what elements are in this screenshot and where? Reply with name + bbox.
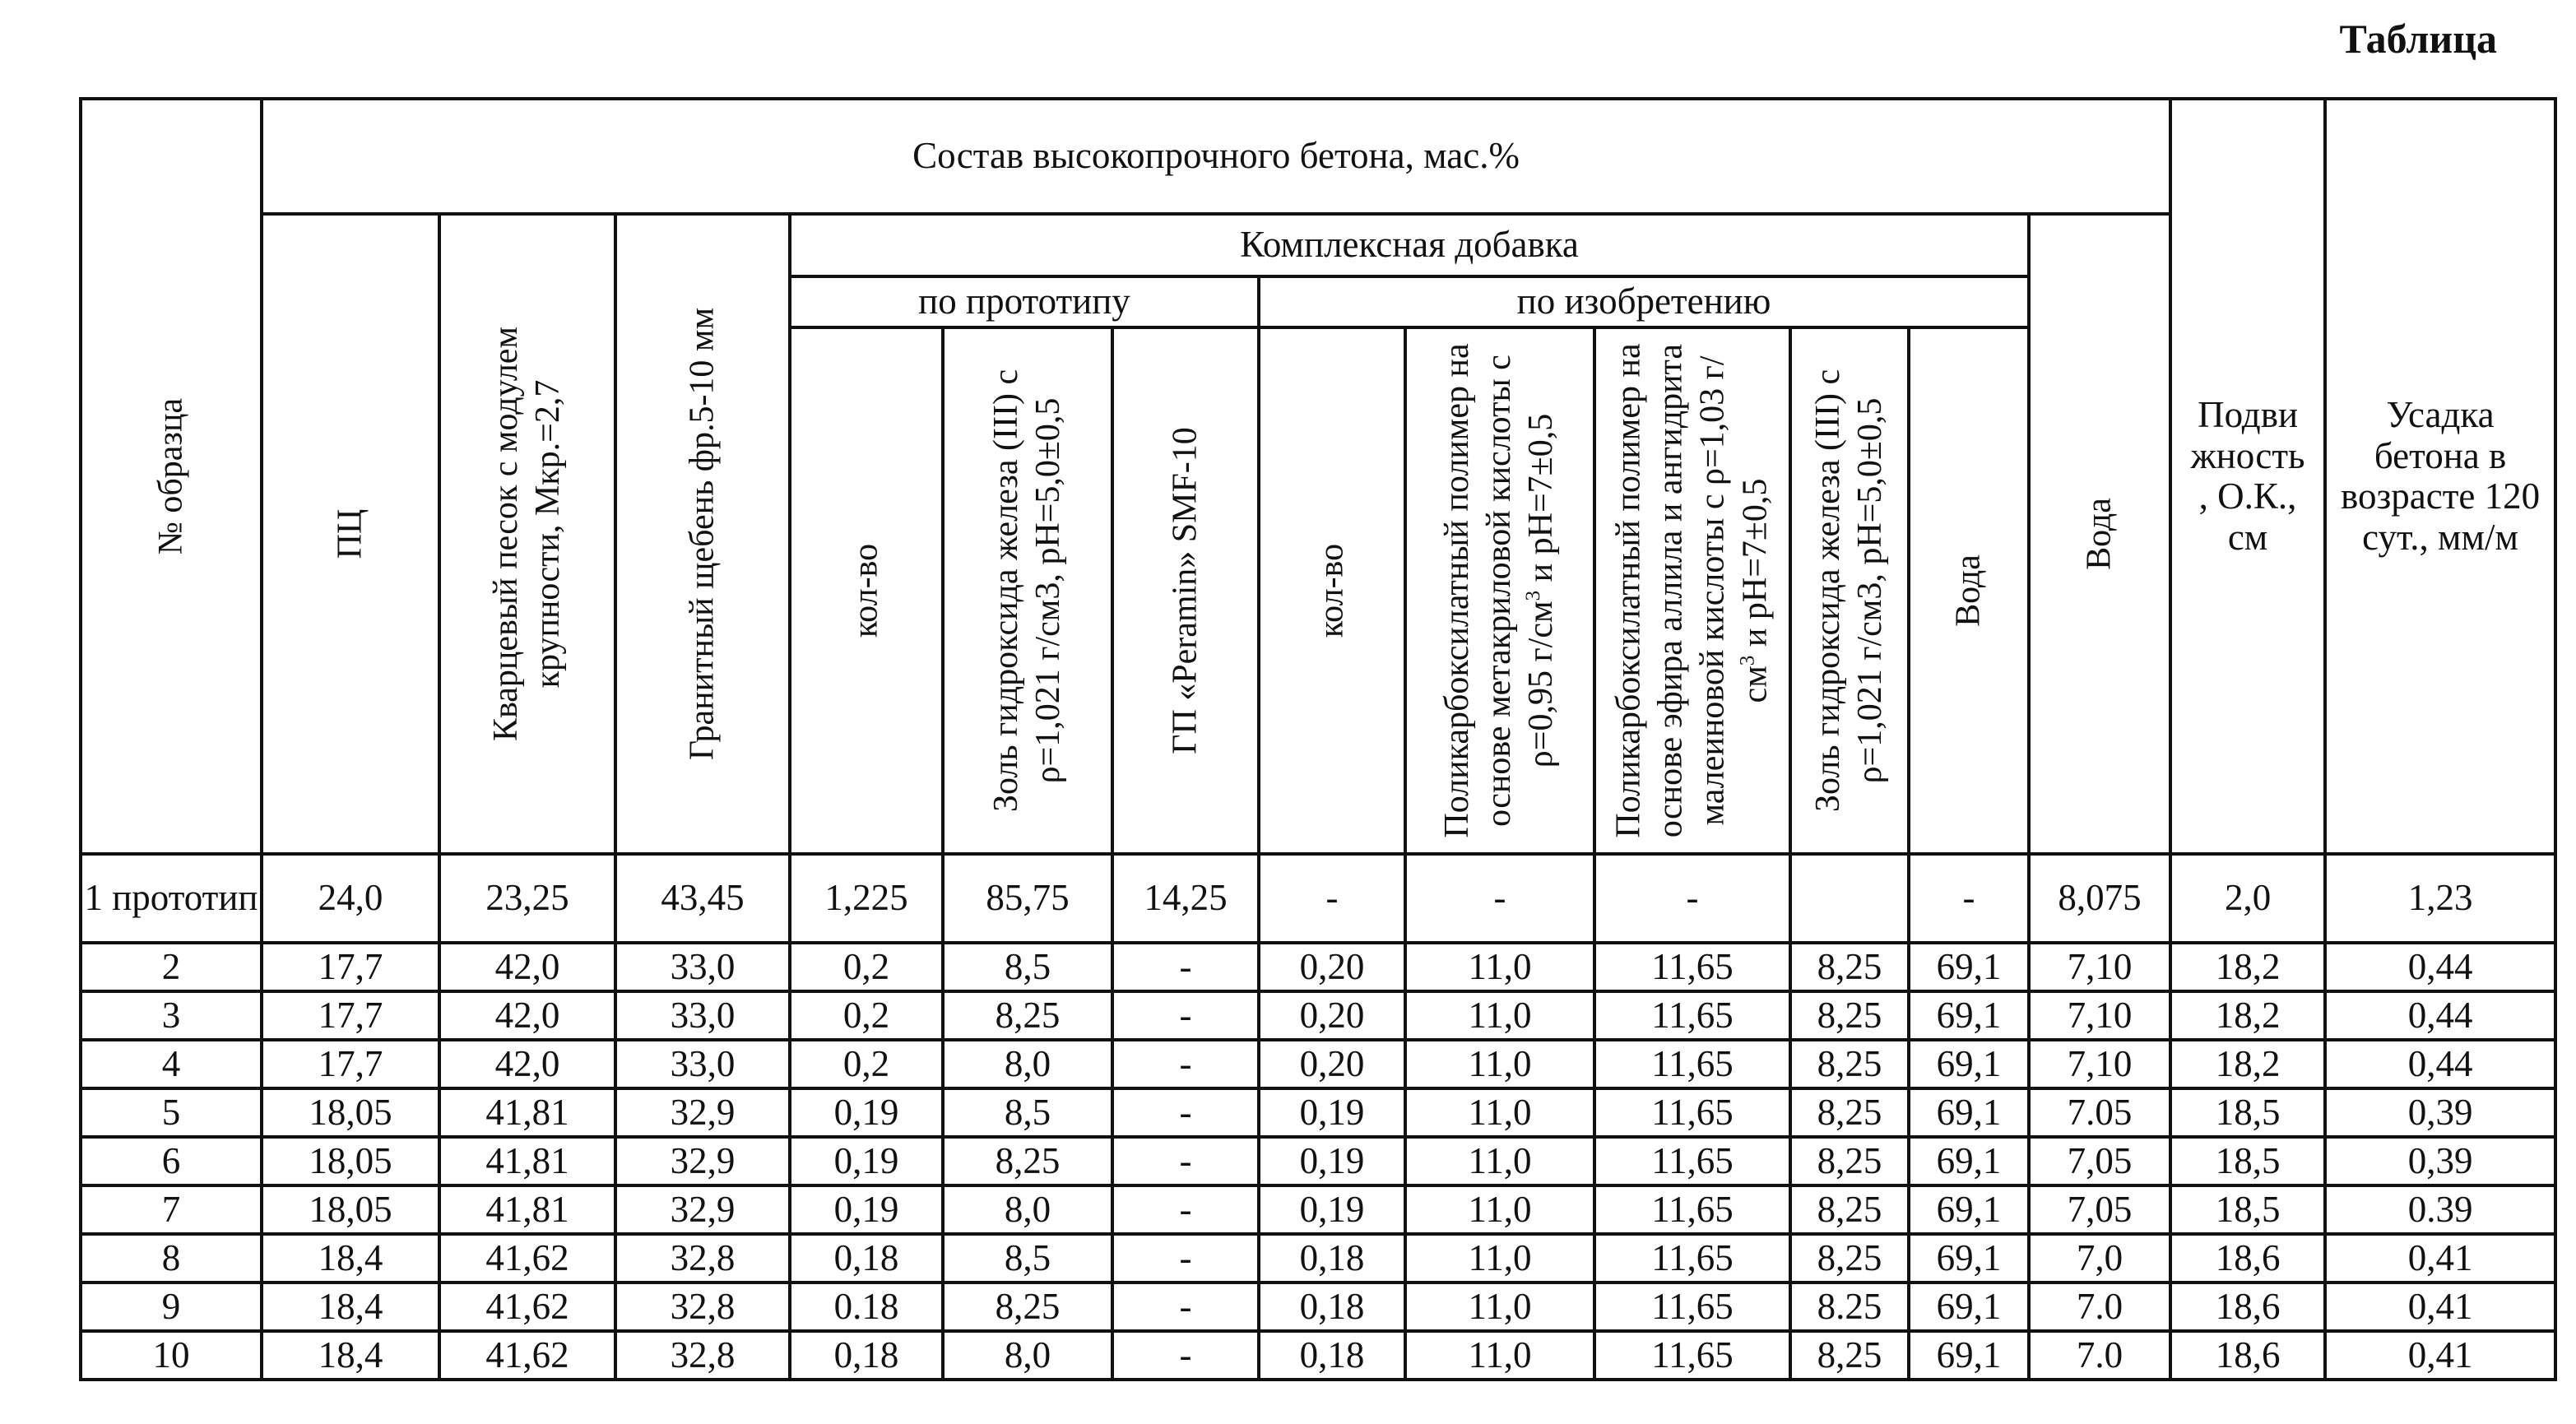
table-cell: 69,1 <box>1909 1137 2029 1185</box>
table-cell: 18,05 <box>262 1137 439 1185</box>
table-cell: 8,25 <box>1790 1040 1909 1088</box>
table-cell: 17,7 <box>262 1040 439 1088</box>
table-cell: 69,1 <box>1909 991 2029 1040</box>
table-cell: - <box>1112 1088 1259 1137</box>
table-cell: 0,2 <box>790 1040 943 1088</box>
table-cell: 42,0 <box>439 1040 615 1088</box>
row-label: 2 <box>81 943 262 991</box>
composition-table <box>79 97 2557 1381</box>
row-label: 4 <box>81 1040 262 1088</box>
table-cell: 11,0 <box>1405 1088 1594 1137</box>
table-cell: 18,4 <box>262 1283 439 1331</box>
table-cell: 0.39 <box>2325 1185 2555 1234</box>
row-label: 8 <box>81 1234 262 1283</box>
table-cell: 0,19 <box>790 1185 943 1234</box>
header-inv-sol: Золь гидроксида железа (III) с ρ=1,021 г/см3, рН=5,0±0,5 <box>1790 327 1909 854</box>
table-row <box>81 1283 2555 1331</box>
row-label: 5 <box>81 1088 262 1137</box>
table-row <box>81 1088 2555 1137</box>
table-cell: 18,6 <box>2170 1234 2325 1283</box>
table-cell: - <box>1112 1185 1259 1234</box>
table-cell: 32,8 <box>615 1234 790 1283</box>
header-inv-poly1: Поликарбоксилатный полимер на основе метакриловой кислоты с ρ=0,95 $г/см^3$ и рН=7±0,5 <box>1405 327 1594 854</box>
table-cell: 8,25 <box>1790 1331 1909 1380</box>
table-cell: - <box>1259 854 1405 943</box>
table-cell: 17,7 <box>262 991 439 1040</box>
table-row <box>81 991 2555 1040</box>
header-complex-additive: Комплексная добавка <box>790 214 2029 276</box>
table-cell: 8,25 <box>1790 943 1909 991</box>
table-cell: 18,05 <box>262 1185 439 1234</box>
table-cell: 7,0 <box>2029 1234 2170 1283</box>
table-cell: - <box>1112 1137 1259 1185</box>
table-cell: 41,81 <box>439 1137 615 1185</box>
table-cell: 18,2 <box>2170 1040 2325 1088</box>
table-cell: - <box>1112 943 1259 991</box>
table-cell: 0,41 <box>2325 1283 2555 1331</box>
table-cell: 1,225 <box>790 854 943 943</box>
table-cell: 41,62 <box>439 1234 615 1283</box>
table-cell: 14,25 <box>1112 854 1259 943</box>
table-cell: 41,62 <box>439 1331 615 1380</box>
table-cell: 11,65 <box>1594 1331 1790 1380</box>
table-cell: 7.05 <box>2029 1088 2170 1137</box>
table-cell: 7,10 <box>2029 1040 2170 1088</box>
table-caption: Таблица <box>2339 16 2497 62</box>
table-cell: 69,1 <box>1909 1185 2029 1234</box>
table-cell: 85,75 <box>943 854 1112 943</box>
header-inv-poly2: Поликарбоксилатный полимер на основе эфира аллила и ангидрита малеиновой кислоты с ρ=1,03 $г/см^3$ и рН=7±0,5 <box>1594 327 1790 854</box>
table-cell: 41,81 <box>439 1185 615 1234</box>
table-cell: 0,44 <box>2325 991 2555 1040</box>
table-cell: 11,65 <box>1594 1137 1790 1185</box>
table-cell: 69,1 <box>1909 1331 2029 1380</box>
table-cell: 11,65 <box>1594 991 1790 1040</box>
table-row <box>81 943 2555 991</box>
table-cell: 11,0 <box>1405 1331 1594 1380</box>
header-water: Вода <box>2029 214 2170 854</box>
table-cell: 0,44 <box>2325 1040 2555 1088</box>
row-label: 3 <box>81 991 262 1040</box>
table-cell: 0,19 <box>790 1137 943 1185</box>
table-cell: 23,25 <box>439 854 615 943</box>
table-cell: 0,41 <box>2325 1234 2555 1283</box>
table-cell: 0,39 <box>2325 1088 2555 1137</box>
header-prototype: по прототипу <box>790 276 1259 327</box>
table-cell: - <box>1405 854 1594 943</box>
header-inv-water: Вода <box>1909 327 2029 854</box>
table-cell: 7,10 <box>2029 943 2170 991</box>
header-pc: ПЦ <box>262 214 439 854</box>
table-cell: 0,44 <box>2325 943 2555 991</box>
table-cell: 7.0 <box>2029 1283 2170 1331</box>
table-cell: 33,0 <box>615 991 790 1040</box>
table-cell: 0,20 <box>1259 1040 1405 1088</box>
table-cell: 18,2 <box>2170 943 2325 991</box>
table-cell: 33,0 <box>615 1040 790 1088</box>
table-cell: 11,65 <box>1594 943 1790 991</box>
table-cell: 18,5 <box>2170 1088 2325 1137</box>
table-cell: 8,0 <box>943 1331 1112 1380</box>
table-cell: 11,65 <box>1594 1283 1790 1331</box>
table-cell: 0,39 <box>2325 1137 2555 1185</box>
table-row <box>81 1234 2555 1283</box>
table-cell: 7.0 <box>2029 1331 2170 1380</box>
table-cell: 0,2 <box>790 943 943 991</box>
table-cell: 32,8 <box>615 1331 790 1380</box>
table-cell: 0,19 <box>1259 1185 1405 1234</box>
row-label: 1 прототип <box>81 854 262 943</box>
table-cell: 18,5 <box>2170 1137 2325 1185</box>
table-cell: 11,0 <box>1405 991 1594 1040</box>
table-cell: - <box>1112 991 1259 1040</box>
table-cell: 8,075 <box>2029 854 2170 943</box>
table-cell: 18,6 <box>2170 1331 2325 1380</box>
table-cell: 0,18 <box>790 1234 943 1283</box>
table-cell: 11,0 <box>1405 1185 1594 1234</box>
table-cell: 18,05 <box>262 1088 439 1137</box>
table-cell: 8,5 <box>943 943 1112 991</box>
table-cell: 42,0 <box>439 943 615 991</box>
header-gravel: Гранитный щебень фр.5-10 мм <box>615 214 790 854</box>
table-cell: 11,65 <box>1594 1088 1790 1137</box>
header-sand: Кварцевый песок с модулем крупности, Мкр.=2,7 <box>439 214 615 854</box>
table-cell: 8.25 <box>1790 1283 1909 1331</box>
row-label: 10 <box>81 1331 262 1380</box>
row-label: 9 <box>81 1283 262 1331</box>
header-composition: Состав высокопрочного бетона, мас.% <box>262 99 2170 214</box>
table-cell: 8,25 <box>1790 991 1909 1040</box>
table-cell: 8,25 <box>943 1283 1112 1331</box>
header-invention: по изобретению <box>1259 276 2029 327</box>
table-cell: - <box>1112 1040 1259 1088</box>
table-cell: 41,62 <box>439 1283 615 1331</box>
table-cell: 0,19 <box>1259 1137 1405 1185</box>
table-cell: 7,05 <box>2029 1185 2170 1234</box>
header-sample-no: № образца <box>81 99 262 854</box>
table-cell: 11,0 <box>1405 943 1594 991</box>
header-proto-gp: ГП «Peramin» SMF-10 <box>1112 327 1259 854</box>
table-cell: 8,25 <box>943 1137 1112 1185</box>
table-cell: 18,4 <box>262 1331 439 1380</box>
table-cell: 0,18 <box>1259 1331 1405 1380</box>
table-cell: 11,0 <box>1405 1283 1594 1331</box>
table-cell: 0,20 <box>1259 991 1405 1040</box>
table-cell: - <box>1112 1331 1259 1380</box>
table-cell: 11,65 <box>1594 1234 1790 1283</box>
table-cell: 8,25 <box>1790 1137 1909 1185</box>
table-cell: 69,1 <box>1909 1283 2029 1331</box>
table-cell: 32,8 <box>615 1283 790 1331</box>
table-cell: 0,18 <box>1259 1234 1405 1283</box>
table-cell: - <box>1594 854 1790 943</box>
table-cell: 17,7 <box>262 943 439 991</box>
table-cell: 0,18 <box>790 1331 943 1380</box>
table-cell: 43,45 <box>615 854 790 943</box>
table-row <box>81 1137 2555 1185</box>
table-cell: 11,65 <box>1594 1185 1790 1234</box>
header-inv-qty: кол-во <box>1259 327 1405 854</box>
data-rows <box>81 854 2555 1380</box>
table-cell: 32,9 <box>615 1088 790 1137</box>
table-cell: 0,19 <box>790 1088 943 1137</box>
header-proto-qty: кол-во <box>790 327 943 854</box>
table-cell <box>1790 854 1909 943</box>
table-row <box>81 1185 2555 1234</box>
table-cell: 69,1 <box>1909 943 2029 991</box>
table-cell: 18,2 <box>2170 991 2325 1040</box>
table-cell: 18,4 <box>262 1234 439 1283</box>
table-cell: - <box>1112 1283 1259 1331</box>
table-cell: 2,0 <box>2170 854 2325 943</box>
table-cell: 41,81 <box>439 1088 615 1137</box>
table-cell: 32,9 <box>615 1185 790 1234</box>
table-cell: 11,65 <box>1594 1040 1790 1088</box>
table-cell: 11,0 <box>1405 1040 1594 1088</box>
table-cell: 7,05 <box>2029 1137 2170 1185</box>
header-proto-sol: Золь гидроксида железа (III) с ρ=1,021 г/см3, рН=5,0±0,5 <box>943 327 1112 854</box>
table-cell: - <box>1112 1234 1259 1283</box>
table-cell: 33,0 <box>615 943 790 991</box>
table-cell: 42,0 <box>439 991 615 1040</box>
table-cell: 69,1 <box>1909 1088 2029 1137</box>
table-cell: 8,25 <box>1790 1088 1909 1137</box>
table-cell: 0,19 <box>1259 1088 1405 1137</box>
row-label: 7 <box>81 1185 262 1234</box>
table-cell: 0.18 <box>790 1283 943 1331</box>
table-cell: 0,20 <box>1259 943 1405 991</box>
table-cell: 7,10 <box>2029 991 2170 1040</box>
table-cell: 8,0 <box>943 1040 1112 1088</box>
table-cell: 0,2 <box>790 991 943 1040</box>
header-shrinkage: Усадка бетона в возрасте 120 сут., мм/м <box>2325 99 2555 854</box>
table-cell: 8,5 <box>943 1234 1112 1283</box>
table-cell: 1,23 <box>2325 854 2555 943</box>
table-cell: 69,1 <box>1909 1234 2029 1283</box>
table-cell: 8,25 <box>1790 1234 1909 1283</box>
table-row <box>81 854 2555 943</box>
table-cell: - <box>1909 854 2029 943</box>
table-cell: 8,25 <box>1790 1185 1909 1234</box>
table-cell: 11,0 <box>1405 1234 1594 1283</box>
table-cell: 0,18 <box>1259 1283 1405 1331</box>
table-cell: 8,5 <box>943 1088 1112 1137</box>
table-row <box>81 1331 2555 1380</box>
row-label: 6 <box>81 1137 262 1185</box>
header-mobility: Подвижность, О.К., см <box>2170 99 2325 854</box>
table-cell: 24,0 <box>262 854 439 943</box>
table-cell: 18,6 <box>2170 1283 2325 1331</box>
table-cell: 8,0 <box>943 1185 1112 1234</box>
table-cell: 11,0 <box>1405 1137 1594 1185</box>
table-cell: 69,1 <box>1909 1040 2029 1088</box>
table-row <box>81 1040 2555 1088</box>
table-cell: 8,25 <box>943 991 1112 1040</box>
table-cell: 18,5 <box>2170 1185 2325 1234</box>
table-cell: 0,41 <box>2325 1331 2555 1380</box>
table-cell: 32,9 <box>615 1137 790 1185</box>
